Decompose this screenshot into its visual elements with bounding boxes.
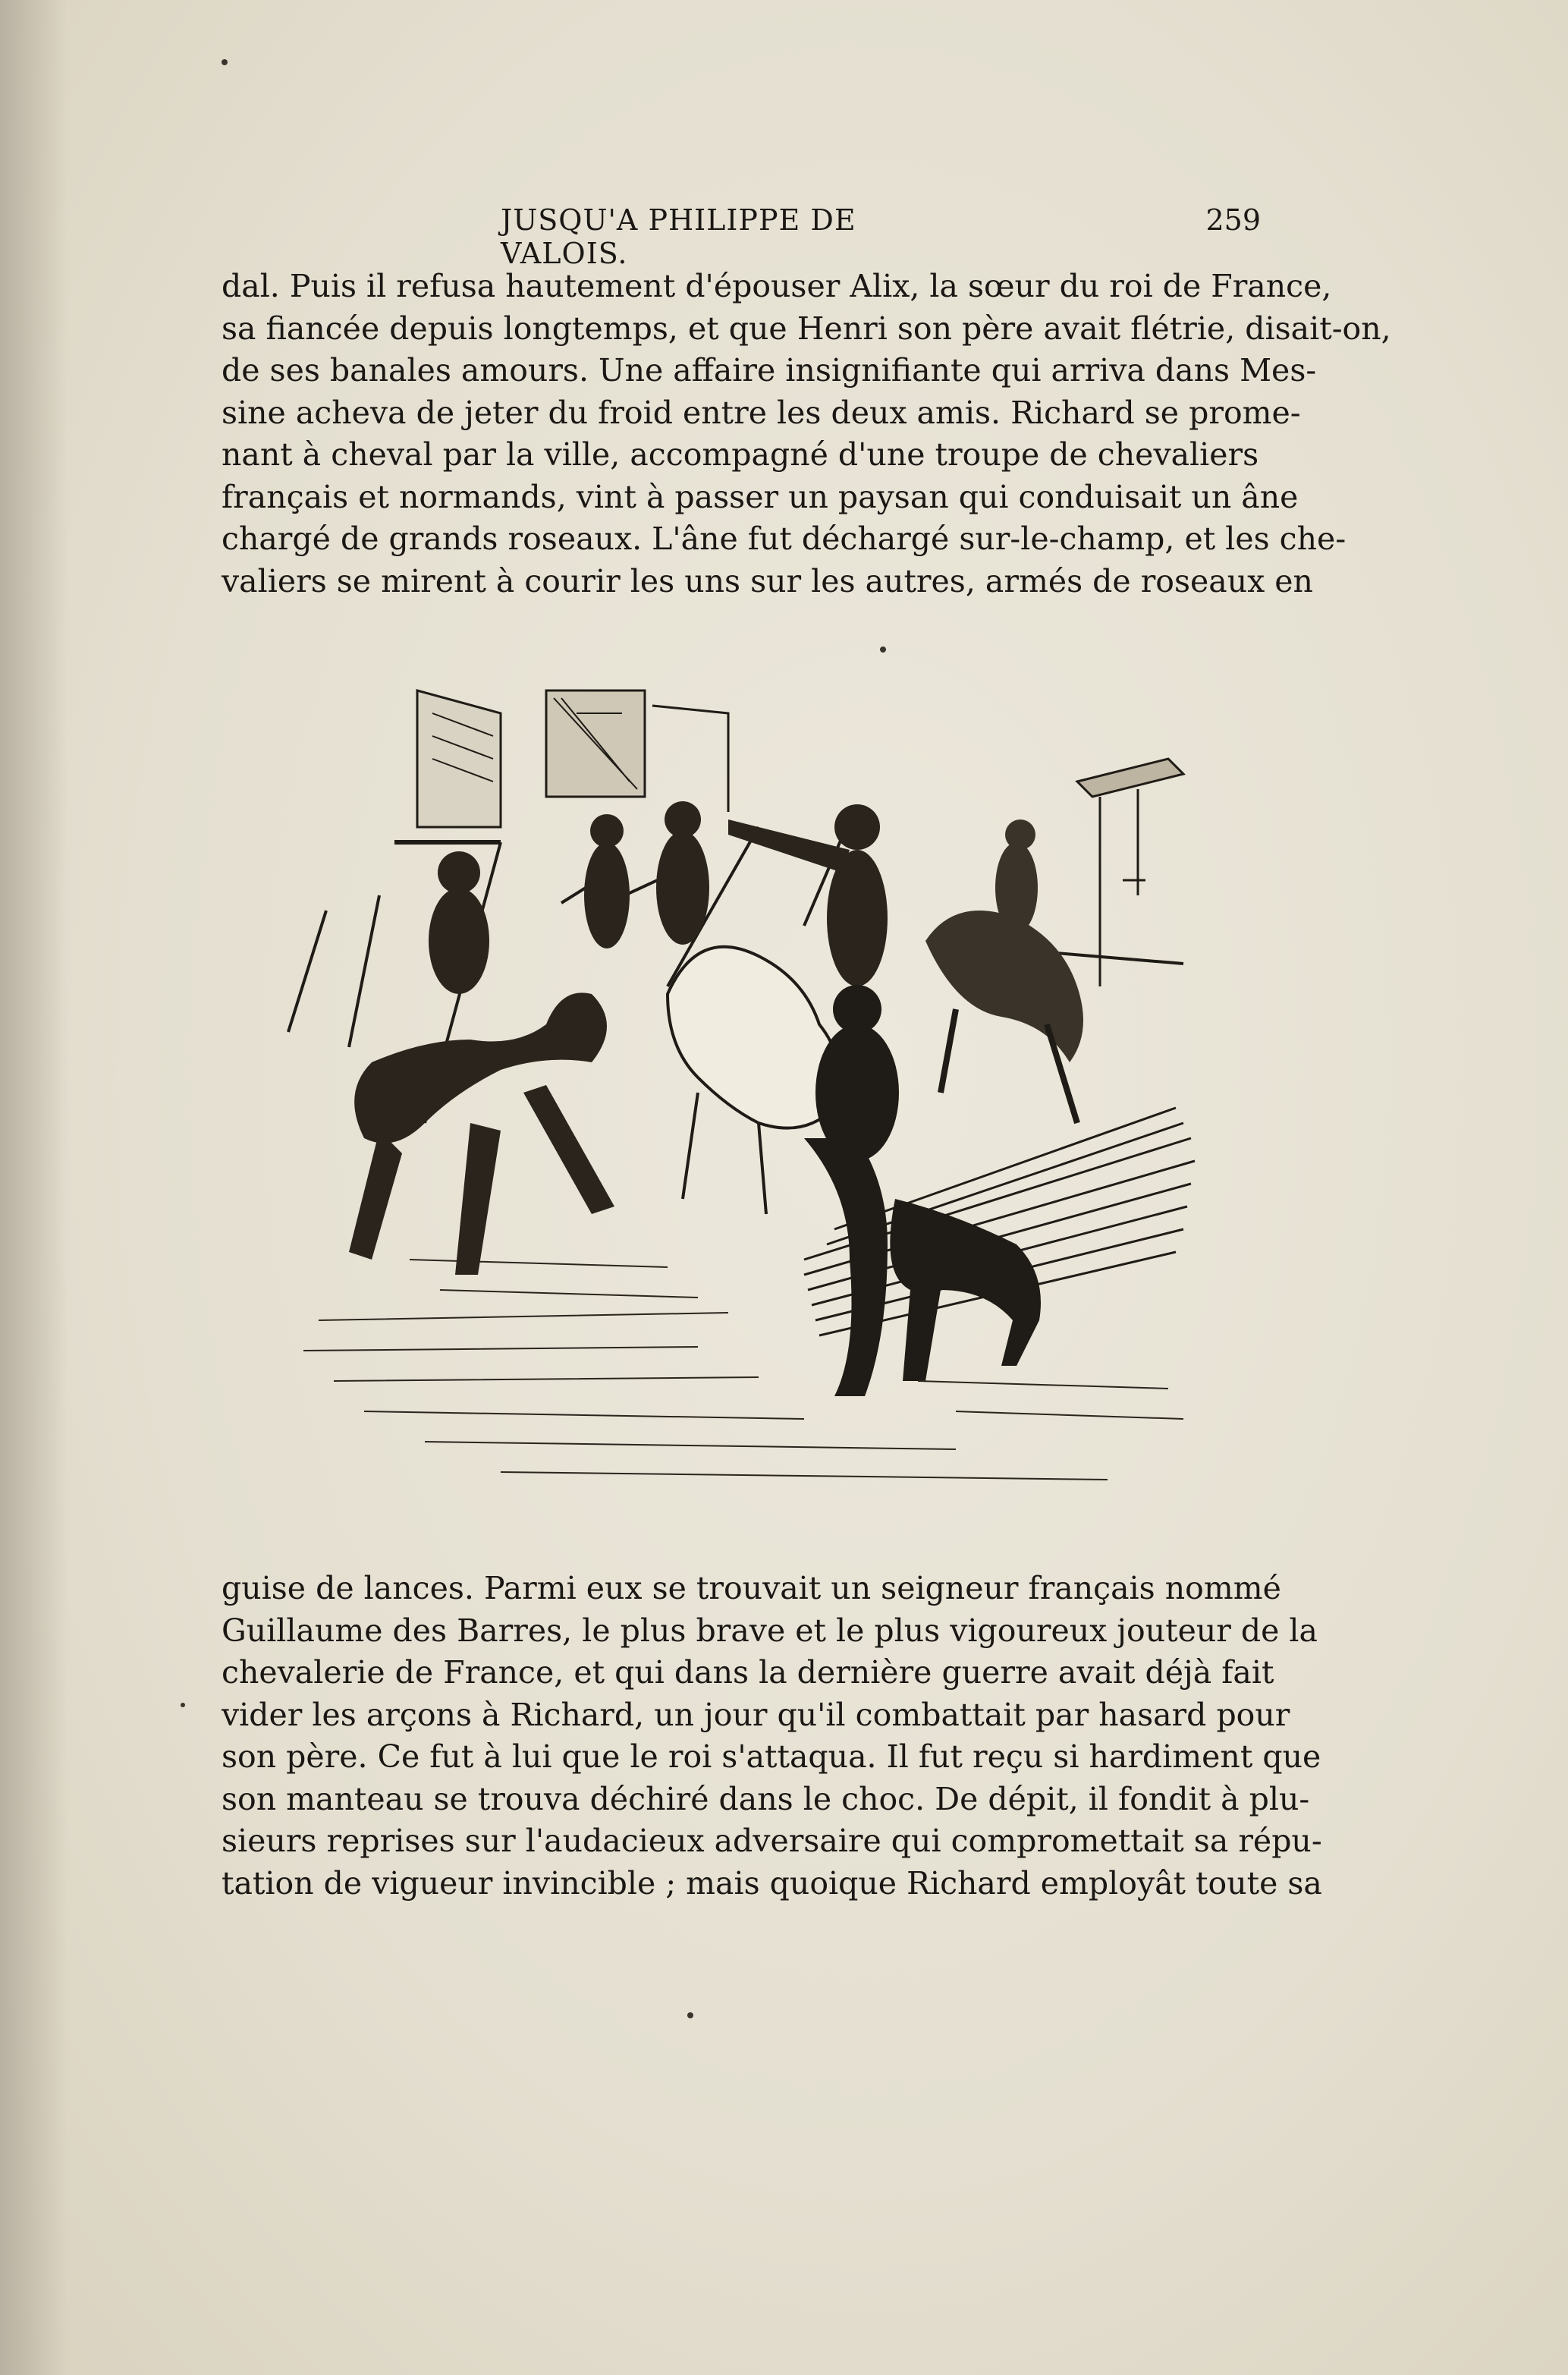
text-line: français et normands, vint à passer un paysan qui conduisait un âne [222, 478, 1299, 515]
paper-speck [880, 646, 886, 653]
text-line: sa fiancée depuis longtemps, et que Henri son père avait flétrie, disait-on, [222, 310, 1391, 347]
gutter-shadow [0, 0, 68, 2375]
paper-speck [222, 59, 228, 65]
text-line: chevalerie de France, et qui dans la dernière guerre avait déjà fait [222, 1654, 1274, 1691]
body-text-top [222, 266, 1391, 602]
text-line: valiers se mirent à courir les uns sur les autres, armés de roseaux en [222, 562, 1313, 599]
text-line: dal. Puis il refusa hautement d'épouser Alix, la sœur du roi de France, [222, 268, 1332, 304]
text-line: Guillaume des Barres, le plus brave et le plus vigoureux jouteur de la [222, 1612, 1318, 1649]
engraving-illustration [273, 668, 1199, 1510]
text-line: nant à cheval par la ville, accompagné d'une troupe de chevaliers [222, 436, 1259, 473]
engraving-knights-jousting-with-reeds-icon [273, 668, 1199, 1510]
text-line: tation de vigueur invincible ; mais quoique Richard employât toute sa [222, 1864, 1322, 1902]
body-text-bottom [222, 1568, 1322, 1905]
text-line: sine acheva de jeter du froid entre les deux amis. Richard se prome- [222, 394, 1301, 431]
text-line: de ses banales amours. Une affaire insignifiante qui arriva dans Mes- [222, 352, 1317, 388]
text-line: son manteau se trouva déchiré dans le choc. De dépit, il fondit à plu- [222, 1780, 1310, 1817]
paper-speck [181, 1703, 185, 1707]
page-number: 259 [1205, 203, 1261, 237]
text-line: son père. Ce fut à lui que le roi s'attaqua. Il fut reçu si hardiment que [222, 1738, 1321, 1775]
text-line: vider les arçons à Richard, un jour qu'il combattait par hasard pour [222, 1696, 1290, 1733]
paper-speck [687, 2012, 693, 2018]
text-line: guise de lances. Parmi eux se trouvait un seigneur français nommé [222, 1570, 1281, 1606]
text-line: sieurs reprises sur l'audacieux adversaire qui compromettait sa répu- [222, 1823, 1322, 1859]
running-title: JUSQU'A PHILIPPE DE VALOIS. [501, 203, 856, 270]
text-line: chargé de grands roseaux. L'âne fut déchargé sur-le-champ, et les che- [222, 521, 1346, 557]
